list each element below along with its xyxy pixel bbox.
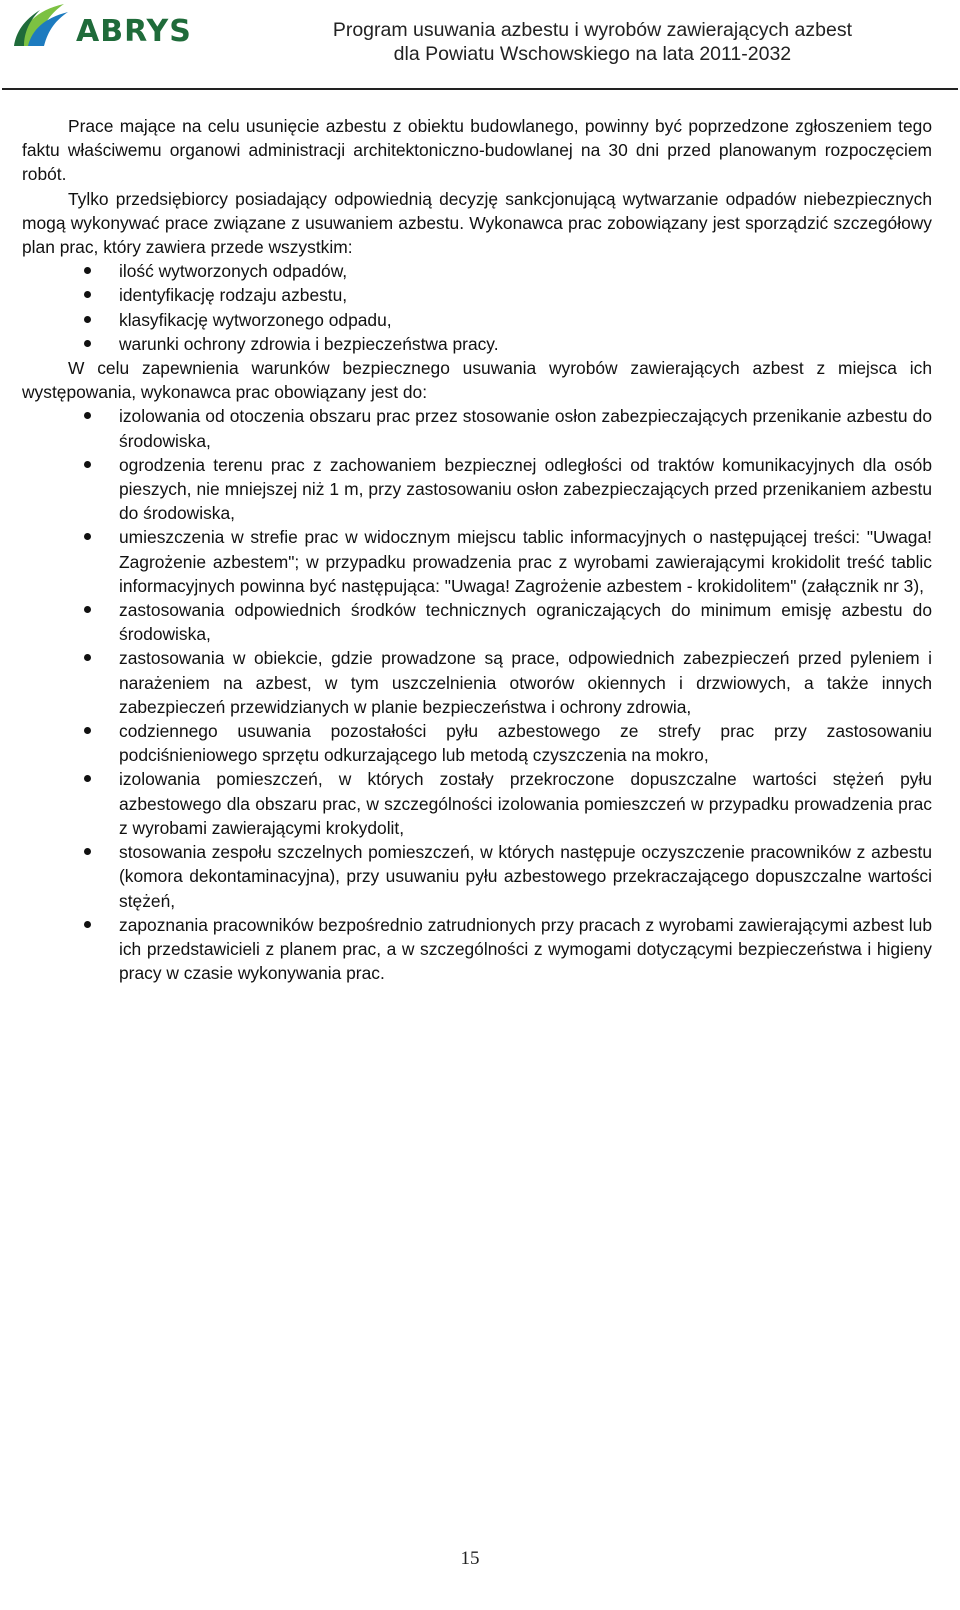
bullet-icon [84, 340, 91, 347]
paragraph-notification: Prace mające na celu usunięcie azbestu z obiektu budowlanego, powinny być poprzedzone zgłoszeniem tego faktu właściwemu organowi administracji architektoniczno-budowlanej na 30 dni przed planowanym rozpoczęciem robót. [22, 116, 932, 185]
list-item: umieszczenia w strefie prac w widocznym miejscu tablic informacyjnych o następującej treści: "Uwaga! Zagrożenie azbestem"; w przypadku prowadzenia prac z wyrobami zawierającymi krokidolit treść tablic informacyjnych powinna być następująca: "Uwaga! Zagrożenie azbestem - krokidolitem" (załącznik nr 3), [22, 525, 932, 598]
plan-contents-list [22, 259, 932, 356]
list-item: klasyfikację wytworzonego odpadu, [22, 308, 932, 332]
list-item: zastosowania odpowiednich środków technicznych ograniczających do minimum emisję azbestu do środowiska, [22, 598, 932, 646]
bullet-icon [84, 606, 91, 613]
page-header [0, 0, 960, 92]
contractor-obligations-list [22, 404, 932, 985]
document-body [22, 114, 932, 985]
document-title [333, 18, 852, 66]
document-title-line-2: dla Powiatu Wschowskiego na lata 2011-2032 [393, 43, 792, 65]
bullet-icon [84, 654, 91, 661]
paragraph-safe-removal: W celu zapewnienia warunków bezpiecznego usuwania wyrobów zawierających azbest z miejsca ich występowania, wykonawca prac obowiązany jest do: [22, 358, 932, 403]
bullet-icon [84, 921, 91, 928]
list-item: codziennego usuwania pozostałości pyłu azbestowego ze strefy prac przy zastosowaniu podciśnieniowego sprzętu odkurzającego lub metodą czyszczenia na mokro, [22, 719, 932, 767]
abrys-logo-mark-icon [12, 2, 72, 50]
list-item: warunki ochrony zdrowia i bezpieczeństwa pracy. [22, 332, 932, 356]
list-item: ogrodzenia terenu prac z zachowaniem bezpiecznej odległości od traktów komunikacyjnych dla osób pieszych, nie mniejszej niż 1 m, przy zastosowaniu osłon zabezpieczających przed przenikaniem azbestu do środowiska, [22, 453, 932, 526]
list-item: ilość wytworzonych odpadów, [22, 259, 932, 283]
document-title-line-1: Program usuwania azbestu i wyrobów zawierających azbest [332, 19, 852, 41]
list-item: identyfikację rodzaju azbestu, [22, 283, 932, 307]
list-item: zapoznania pracowników bezpośrednio zatrudnionych przy pracach z wyrobami zawierającymi azbest lub ich przedstawicieli z planem prac, a w szczególności z wymogami dotyczącymi bezpieczeństwa i higieny pracy w czasie wykonywania prac. [22, 913, 932, 986]
bullet-icon [84, 316, 91, 323]
bullet-icon [84, 848, 91, 855]
header-divider [2, 88, 958, 90]
page-number: 15 [460, 1548, 480, 1569]
bullet-icon [84, 775, 91, 782]
logo-text: ABRYS [76, 14, 192, 49]
list-item: zastosowania w obiekcie, gdzie prowadzone są prace, odpowiednich zabezpieczeń przed pyleniem i narażeniem na azbest, w tym uszczelnienia otworów okiennych i drzwiowych, a także innych zabezpieczeń przewidzianych w planie bezpieczeństwa i ochrony zdrowia, [22, 646, 932, 719]
list-item: izolowania pomieszczeń, w których zostały przekroczone dopuszczalne wartości stężeń pyłu azbestowego dla obszaru prac, w szczególności izolowania pomieszczeń w przypadku prowadzenia prac z wyrobami zawierającymi krokydolit, [22, 767, 932, 840]
bullet-icon [84, 291, 91, 298]
list-item: izolowania od otoczenia obszaru prac przez stosowanie osłon zabezpieczających przenikanie azbestu do środowiska, [22, 404, 932, 452]
list-item: stosowania zespołu szczelnych pomieszczeń, w których następuje oczyszczenie pracowników z azbestu (komora dekontaminacyjna), przy usuwaniu pyłu azbestowego przekraczającego dopuszczalne wartości stężeń, [22, 840, 932, 913]
bullet-icon [84, 412, 91, 419]
bullet-icon [84, 727, 91, 734]
abrys-logo [12, 2, 192, 54]
bullet-icon [84, 267, 91, 274]
bullet-icon [84, 533, 91, 540]
bullet-icon [84, 461, 91, 468]
paragraph-contractor-plan: Tylko przedsiębiorcy posiadający odpowiednią decyzję sankcjonującą wytwarzanie odpadów niebezpiecznych mogą wykonywać prace związane z usuwaniem azbestu. Wykonawca prac zobowiązany jest sporządzić szczegółowy plan prac, który zawiera przede wszystkim: [22, 188, 932, 258]
